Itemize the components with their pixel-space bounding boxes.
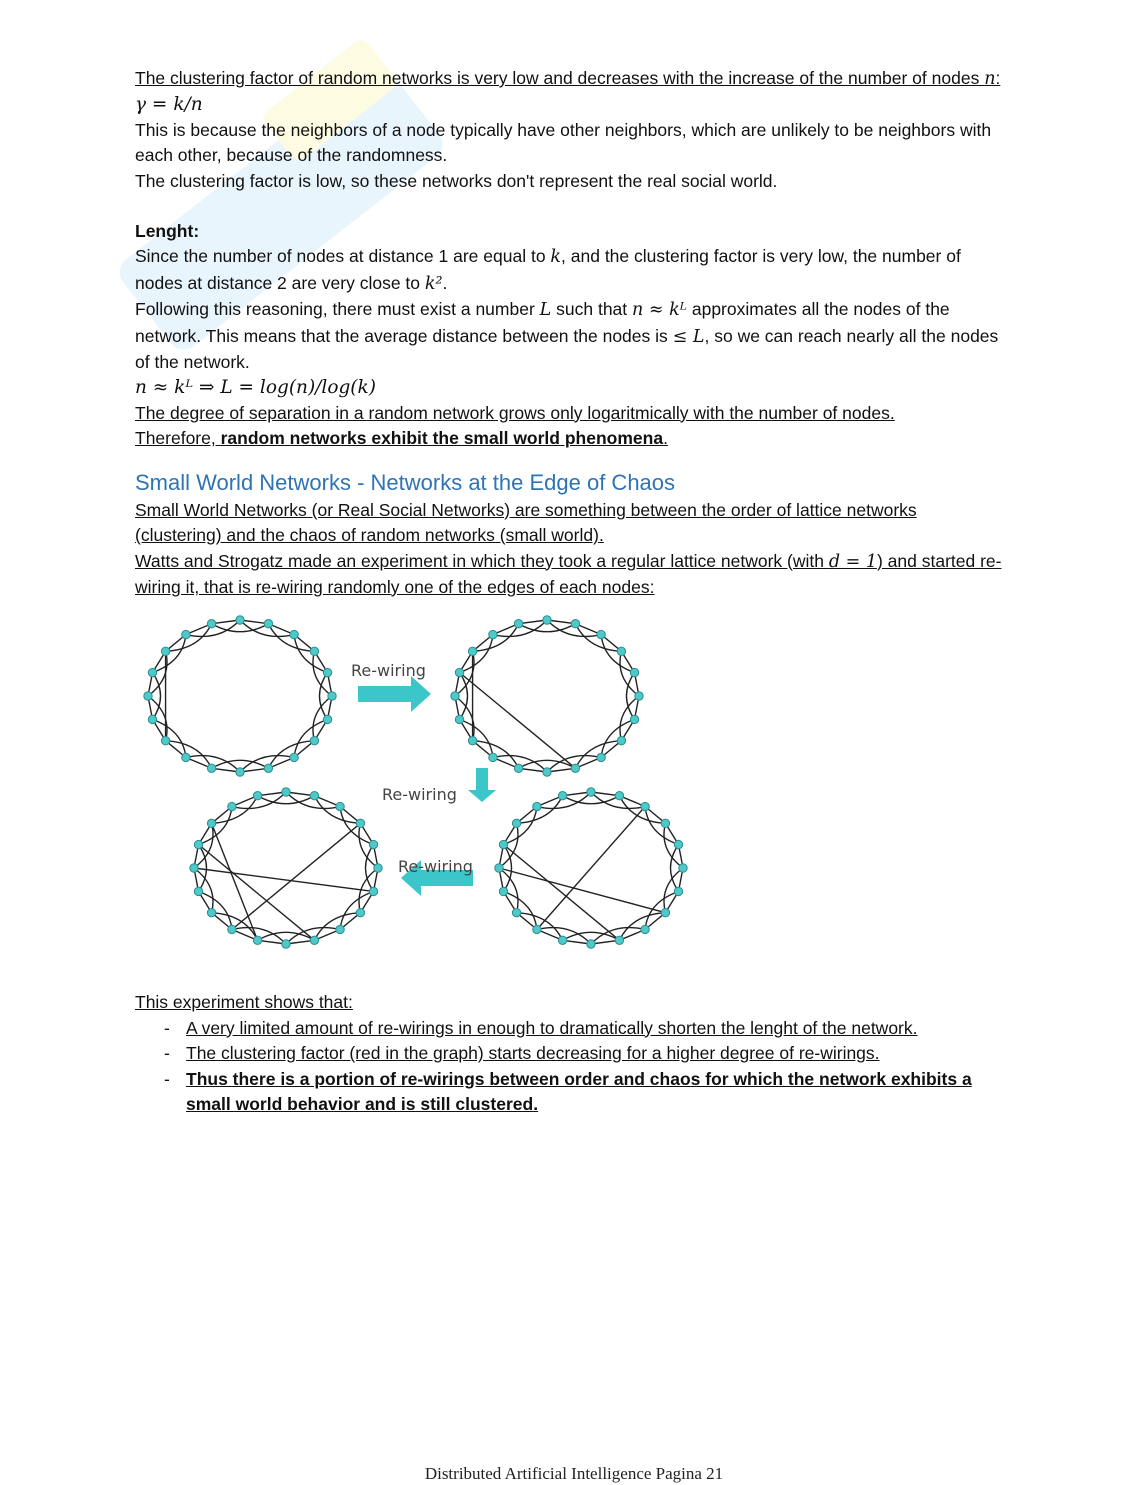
network-2-node [514, 620, 522, 628]
network-3-node [641, 926, 649, 934]
network-3-node [499, 841, 507, 849]
network-3-node [558, 936, 566, 944]
main-content [135, 66, 1005, 1117]
section-title: Small World Networks - Networks at the Edge of Chaos [135, 469, 676, 495]
network-4-node [207, 909, 215, 917]
network-4-node [356, 819, 364, 827]
network-1-node [323, 669, 331, 677]
clustering-formula: γ = k/n [135, 94, 203, 116]
section-paragraph-2: Watts and Strogatz made an experiment in which they took a regular lattice network (with d = 1) and started re-wiring it, that is re-wiring randomly one of the edges of each nodes: [135, 550, 1002, 597]
list-item: - The clustering factor (red in the graph) starts decreasing for a higher degree of re-wirings. [164, 1043, 880, 1064]
network-4-node [369, 841, 377, 849]
network-1-node [310, 647, 318, 655]
network-4-node [310, 936, 318, 944]
network-2-node [571, 620, 579, 628]
network-4-node [374, 864, 382, 872]
network-2-node [597, 631, 605, 639]
network-3-node [587, 940, 595, 948]
network-1-node [323, 716, 331, 724]
network-1-node [148, 669, 156, 677]
network-2-arc [460, 673, 468, 720]
network-2-node [451, 692, 459, 700]
network-2-node [543, 768, 551, 776]
network-1-node [161, 737, 169, 745]
network-3-arc [504, 845, 512, 892]
network-1-node [264, 620, 272, 628]
network-4-node [253, 792, 261, 800]
network-2-node [617, 647, 625, 655]
network-4-node [310, 792, 318, 800]
network-2-node [468, 647, 476, 655]
network-4-node [194, 841, 202, 849]
network-1-arc [212, 761, 269, 769]
list-item: - A very limited amount of re-wirings in enough to dramatically shorten the lenght of the network. [164, 1017, 918, 1038]
network-2-node [455, 669, 463, 677]
network-1-node [207, 620, 215, 628]
network-3-node [641, 803, 649, 811]
section-paragraph-1: Small World Networks (or Real Social Networks) are something between the order of lattice networks (clustering) and the chaos of random networks (small world). [135, 499, 917, 546]
network-4-node [282, 940, 290, 948]
network-4-node [336, 926, 344, 934]
list-item: - Thus there is a portion of re-wirings between order and chaos for which the network exhibits a small world behavior and is still clustered. [164, 1068, 972, 1114]
network-3-node [615, 936, 623, 944]
network-1-arc [153, 673, 161, 720]
network-3-node [512, 909, 520, 917]
network-1-node [161, 647, 169, 655]
network-2-node [617, 737, 625, 745]
network-3-rewired-edge [499, 868, 665, 913]
network-1-node [182, 754, 190, 762]
network-3-node [661, 819, 669, 827]
network-3-arc [670, 845, 678, 892]
length-paragraph-1: Since the number of nodes at distance 1 are equal to k, and the clustering factor is very low, the number of nodes at distance 2 are very close to k². [135, 246, 961, 294]
network-4-arc [365, 845, 373, 892]
network-2-node [468, 737, 476, 745]
network-3-node [661, 909, 669, 917]
network-1-node [144, 692, 152, 700]
network-3-arc [563, 796, 620, 804]
length-heading: Lenght: [135, 221, 200, 242]
network-4-rewired-edge [194, 868, 373, 891]
network-4-node [228, 803, 236, 811]
network-1-node [328, 692, 336, 700]
network-3-node [558, 792, 566, 800]
network-3-node [495, 864, 503, 872]
network-4-node [228, 926, 236, 934]
network-3-node [674, 888, 682, 896]
network-1-node [310, 737, 318, 745]
network-3-node [499, 888, 507, 896]
network-1-node [290, 754, 298, 762]
page-footer: Distributed Artificial Intelligence Pagina 21 [424, 1464, 724, 1483]
network-1-node [207, 764, 215, 772]
network-2-node [455, 716, 463, 724]
network-2-arc [626, 673, 634, 720]
network-4-node [194, 888, 202, 896]
network-2-arc [519, 624, 576, 632]
network-3-node [512, 819, 520, 827]
network-4-rewired-edge [232, 824, 361, 930]
network-3-node [533, 926, 541, 934]
network-4-node [190, 864, 198, 872]
network-1-arc [212, 624, 269, 632]
network-3-node [674, 841, 682, 849]
network-4-arc [199, 845, 207, 892]
network-3-node [533, 803, 541, 811]
network-4-node [336, 803, 344, 811]
network-4-node [253, 936, 261, 944]
network-1-node [236, 768, 244, 776]
network-3-rewired-edge [537, 807, 645, 930]
network-2-rewired-edge [460, 673, 576, 769]
length-formula: n ≈ kᴸ ⇒ L = log(n)/log(k) [135, 377, 376, 399]
network-2-node [543, 616, 551, 624]
network-4-rewired-edge [212, 824, 258, 941]
network-3-node [587, 788, 595, 796]
network-2-node [597, 754, 605, 762]
network-1-node [182, 631, 190, 639]
clustering-reason: This is because the neighbors of a node typically have other neighbors, which are unlikely to be neighbors with each other, because of the randomness. [135, 119, 992, 166]
rewiring-figure [143, 606, 703, 976]
network-2-node [514, 764, 522, 772]
clustering-low: The clustering factor is low, so these networks don't represent the real social world. [135, 170, 778, 191]
network-2-node [630, 669, 638, 677]
network-1-node [264, 764, 272, 772]
network-2-node [630, 716, 638, 724]
network-1-node [236, 616, 244, 624]
therefore-line: Therefore, random networks exhibit the small world phenomena. [135, 428, 668, 449]
length-paragraph-2: Following this reasoning, there must exist a number L such that n ≈ kᴸ approximates all the nodes of the network. This means that the average distance between the nodes is ≤ L, so we can reach nearly all the nodes of the network. [135, 299, 999, 373]
network-2-node [489, 631, 497, 639]
network-1-node [290, 631, 298, 639]
network-3-node [615, 792, 623, 800]
network-3-rewired-edge [504, 845, 620, 941]
clustering-intro: The clustering factor of random networks is very low and decreases with the increase of the number of nodes n: [135, 68, 1001, 89]
network-2-node [635, 692, 643, 700]
network-1-node [148, 716, 156, 724]
arrow-label-right: Re-wiring [351, 661, 426, 681]
down-arrow-icon [468, 768, 496, 802]
network-1-arc [319, 673, 327, 720]
network-4-node [356, 909, 364, 917]
network-4-arc [258, 796, 315, 804]
arrow-label-left: Re-wiring [398, 857, 473, 877]
network-2-node [571, 764, 579, 772]
network-3-node [679, 864, 687, 872]
experiment-intro: This experiment shows that: [135, 992, 353, 1013]
arrow-label-down: Re-wiring [382, 785, 457, 805]
network-4-node [207, 819, 215, 827]
network-4-node [369, 888, 377, 896]
experiment-list [135, 1016, 1005, 1118]
network-4-rewired-edge [199, 845, 315, 941]
separation-line: The degree of separation in a random network grows only logaritmically with the number of nodes. [135, 402, 895, 423]
network-4-node [282, 788, 290, 796]
network-2-node [489, 754, 497, 762]
